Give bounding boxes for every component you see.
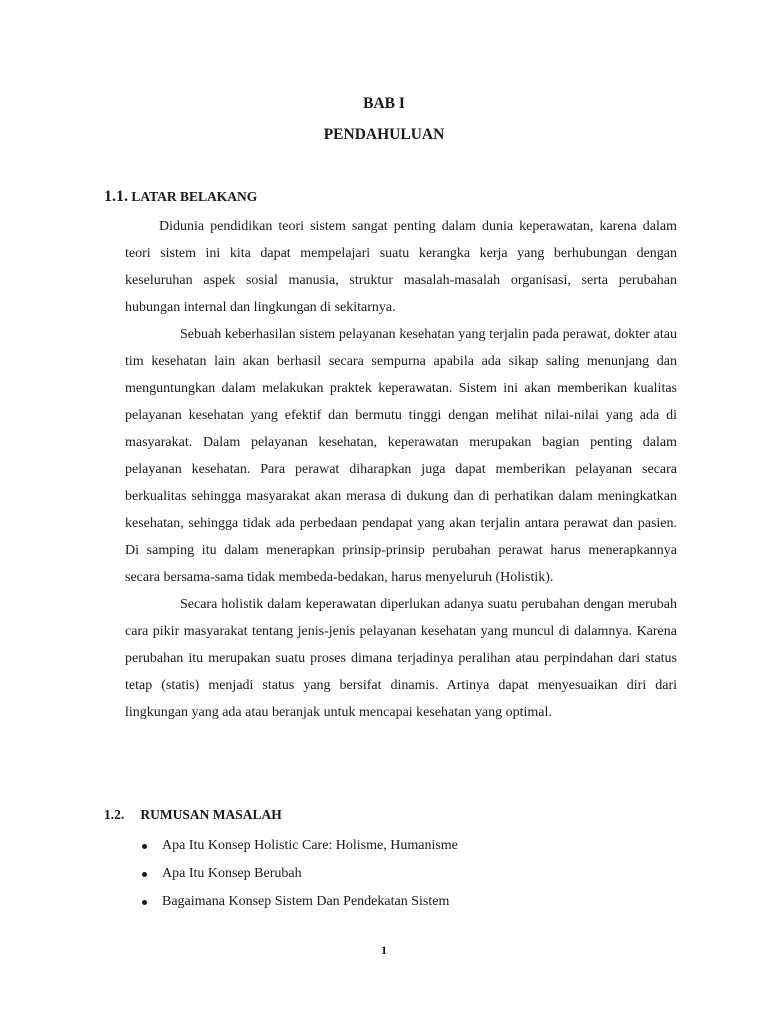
section-title: RUMUSAN MASALAH xyxy=(140,807,282,822)
list-item-text: Bagaimana Konsep Sistem Dan Pendekatan Sistem xyxy=(162,894,450,909)
section-number: 1.2. xyxy=(104,807,125,822)
list-item xyxy=(142,860,458,888)
section-number: 1.1. xyxy=(104,188,128,205)
list-item xyxy=(142,888,458,916)
list-item xyxy=(142,832,458,860)
section-heading-latar-belakang xyxy=(104,188,257,206)
bullet-icon xyxy=(142,872,147,877)
bullet-icon xyxy=(142,900,147,905)
chapter-label: BAB I xyxy=(363,95,405,112)
chapter-title: PENDAHULUAN xyxy=(323,126,445,143)
bullet-list xyxy=(142,832,458,916)
bullet-icon xyxy=(142,844,147,849)
section-title: LATAR BELAKANG xyxy=(131,189,258,204)
list-item-text: Apa Itu Konsep Berubah xyxy=(162,866,302,881)
paragraph: Sebuah keberhasilan sistem pelayanan kesehatan yang terjalin pada perawat, dokter atau tim kesehatan lain akan berhasil secara sempurna apabila ada sikap saling menunjang dan menguntungkan dalam melakukan praktek keperawatan. Sistem ini akan memberikan kualitas pelayanan kesehatan yang efektif dan bermutu tinggi dengan melihat nilai-nilai yang ada di masyarakat. Dalam pelayanan kesehatan, keperawatan merupakan bagian penting dalam pelayanan kesehatan. Para perawat diharapkan juga dapat memberikan pelayanan secara berkualitas sehingga masyarakat akan merasa di dukung dan di perhatikan dalam meningkatkan kesehatan, sehingga tidak ada perbedaan pendapat yang akan terjalin antara perawat dan pasien. Di samping itu dalam menerapkan prinsip-prinsip perubahan perawat harus menerapkannya secara bersama-sama tidak membeda-bedakan, harus menyeluruh (Holistik). xyxy=(125,327,677,585)
paragraph: Didunia pendidikan teori sistem sangat penting dalam dunia keperawatan, karena dalam teori sistem ini kita dapat mempelajari suatu kerangka kerja yang berhubungan dengan keseluruhan aspek sosial manusia, struktur masalah-masalah organisasi, serta perubahan hubungan internal dan lingkungan di sekitarnya. xyxy=(125,219,677,315)
page-number: 1 xyxy=(381,943,387,957)
list-item-text: Apa Itu Konsep Holistic Care: Holisme, Humanisme xyxy=(162,838,458,853)
section-heading-rumusan-masalah xyxy=(104,807,282,823)
paragraph: Secara holistik dalam keperawatan diperlukan adanya suatu perubahan dengan merubah cara pikir masyarakat tentang jenis-jenis pelayanan kesehatan yang muncul di dalamnya. Karena perubahan itu merupakan suatu proses dimana terjadinya peralihan atau perpindahan dari status tetap (statis) menjadi status yang bersifat dinamis. Artinya dapat menyesuaikan diri dari lingkungan yang ada atau beranjak untuk mencapai kesehatan yang optimal. xyxy=(125,597,677,720)
section-body-latar-belakang xyxy=(125,213,677,726)
